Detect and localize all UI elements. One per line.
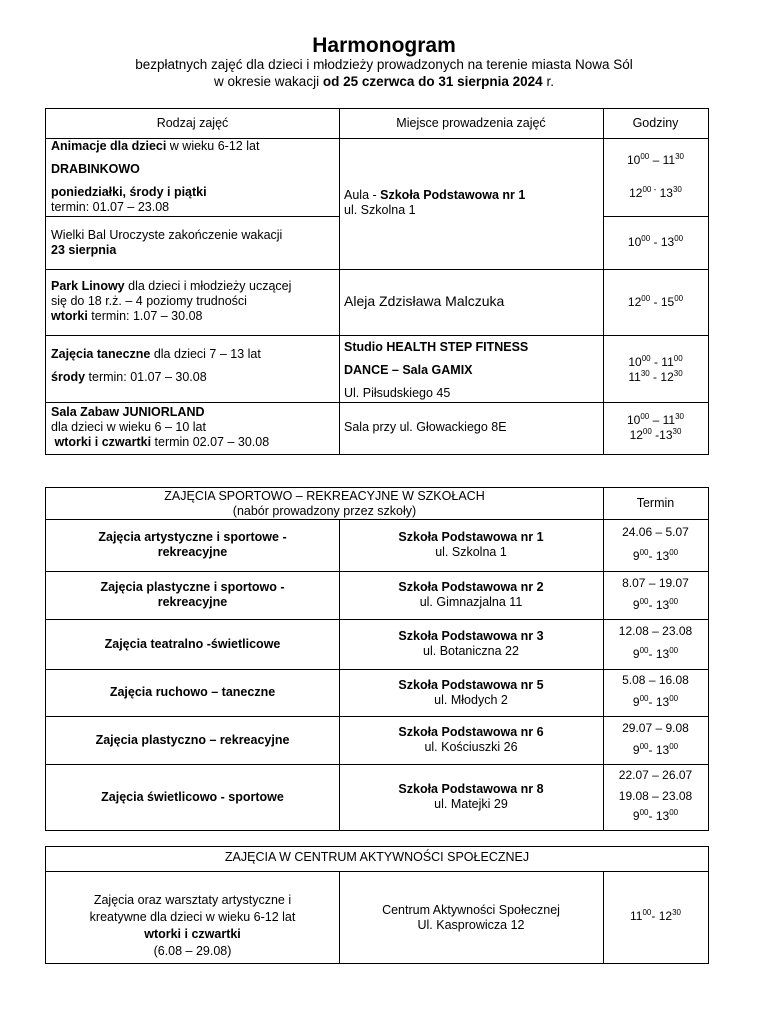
hours-wielki-bal: $10^{00} - 13^{00}$ bbox=[627, 234, 684, 249]
school-place: Szkoła Podstawowa nr 6 ul. Kościuszki 26 bbox=[398, 725, 544, 754]
column-header-hours: Godziny bbox=[632, 116, 679, 130]
column-header-activity: Rodzaj zajęć bbox=[156, 116, 229, 130]
place-glowackiego: Sala przy ul. Głowackiego 8E bbox=[344, 420, 507, 434]
school-place: Szkoła Podstawowa nr 1 ul. Szkolna 1 bbox=[398, 530, 544, 559]
hours-zajecia-taneczne: $10^{00} - 11^{00}$ $11^{30} - 12^{30}$ bbox=[628, 354, 683, 384]
school-activity: Zajęcia teatralno -świetlicowe bbox=[104, 636, 281, 651]
school-place: Szkoła Podstawowa nr 8 ul. Matejki 29 bbox=[398, 782, 544, 811]
period-prefix: w okresie wakacji bbox=[214, 74, 323, 89]
school-activity: Zajęcia plastyczne i sportowo - rekreacyjne bbox=[100, 580, 285, 609]
document-subtitle: bezpłatnych zajęć dla dzieci i młodzieży prowadzonych na terenie miasta Nowa Sól bbox=[135, 57, 633, 72]
cas-table bbox=[45, 846, 709, 964]
school-activity: Zajęcia artystyczne i sportowe - rekreacyjne bbox=[98, 530, 287, 559]
place-aula-sp1: Aula - Szkoła Podstawowa nr 1 ul. Szkolna 1 bbox=[344, 188, 526, 217]
school-term: 29.07 – 9.08 $9^{00}-$ $13^{00}$ bbox=[622, 721, 689, 757]
school-table-term-header: Termin bbox=[636, 496, 675, 510]
school-term: 24.06 – 5.07 $9^{00}-$ $13^{00}$ bbox=[622, 525, 689, 563]
school-place: Szkoła Podstawowa nr 5 ul. Młodych 2 bbox=[398, 677, 544, 707]
activity-animacje: Animacje dla dzieci w wieku 6-12 lat DRABINKOWO poniedziałki, środy i piątki termin: 01.07 – 23.08 bbox=[51, 139, 260, 214]
school-term: 12.08 – 23.08 $9^{00}-$ $13^{00}$ bbox=[618, 624, 693, 661]
place-studio-health-step: Studio HEALTH STEP FITNESS DANCE – Sala GAMIX Ul. Piłsudskiego 45 bbox=[344, 340, 529, 400]
school-table-header: ZAJĘCIA SPORTOWO – REKREACYJNE W SZKOŁACH (nabór prowadzony przez szkoły) bbox=[164, 489, 485, 518]
hours-animacje-2: $12^{00 -}$ $13^{30}$ bbox=[629, 185, 682, 200]
cas-header: ZAJĘCIA W CENTRUM AKTYWNOŚCI SPOŁECZNEJ bbox=[224, 850, 530, 864]
school-term: 5.08 – 16.08 $9^{00}-$ $13^{00}$ bbox=[622, 673, 689, 709]
activity-juniorland: Sala Zabaw JUNIORLAND dla dzieci w wieku 6 – 10 lat wtorki i czwartki termin 02.07 – 30.08 bbox=[51, 405, 270, 449]
school-activities-table bbox=[45, 487, 709, 831]
activities-table bbox=[45, 108, 709, 455]
document-title: Harmonogram bbox=[312, 34, 456, 57]
school-activity: Zajęcia ruchowo – taneczne bbox=[109, 685, 276, 699]
document-period bbox=[0, 73, 768, 90]
school-activity: Zajęcia świetlicowo - sportowe bbox=[101, 789, 284, 804]
cas-activity: Zajęcia oraz warsztaty artystyczne i kreatywne dla dzieci w wieku 6-12 lat wtorki i czwartki (6.08 – 29.08) bbox=[89, 893, 296, 958]
school-term: 22.07 – 26.07 19.08 – 23.08 $9^{00}-$ $13^{00}$ bbox=[618, 768, 693, 824]
cas-hours: $11^{00}-$ $12^{30}$ bbox=[630, 908, 681, 923]
hours-park-linowy: $12^{00} - 15^{00}$ bbox=[627, 294, 684, 309]
school-activity: Zajęcia plastyczno – rekreacyjne bbox=[95, 732, 290, 747]
school-term: 8.07 – 19.07 $9^{00}-$ $13^{00}$ bbox=[622, 576, 689, 612]
period-dates: od 25 czerwca do 31 sierpnia 2024 bbox=[322, 74, 543, 89]
school-place: Szkoła Podstawowa nr 3 ul. Botaniczna 22 bbox=[398, 629, 544, 658]
activity-zajecia-taneczne: Zajęcia taneczne dla dzieci 7 – 13 lat środy termin: 01.07 – 30.08 bbox=[51, 347, 261, 384]
hours-animacje-1: $10^{00} - 11^{30}$ bbox=[627, 152, 684, 167]
place-aleja-malczuka: Aleja Zdzisława Malczuka bbox=[344, 293, 505, 309]
period-suffix: r. bbox=[542, 74, 554, 89]
activity-park-linowy: Park Linowy dla dzieci i młodzieży uczącej się do 18 r.ż. – 4 poziomy trudności wtorki termin: 1.07 – 30.08 bbox=[51, 279, 292, 323]
activity-wielki-bal: Wielki Bal Uroczyste zakończenie wakacji 23 sierpnia bbox=[51, 228, 283, 257]
hours-juniorland: $10^{00} - 11^{30}$ $12^{00}$ $-13^{30}$ bbox=[627, 412, 684, 442]
school-place: Szkoła Podstawowa nr 2 ul. Gimnazjalna 11 bbox=[398, 580, 544, 609]
column-header-place: Miejsce prowadzenia zajęć bbox=[396, 116, 546, 130]
cas-place: Centrum Aktywności Społecznej Ul. Kasprowicza 12 bbox=[382, 903, 560, 932]
